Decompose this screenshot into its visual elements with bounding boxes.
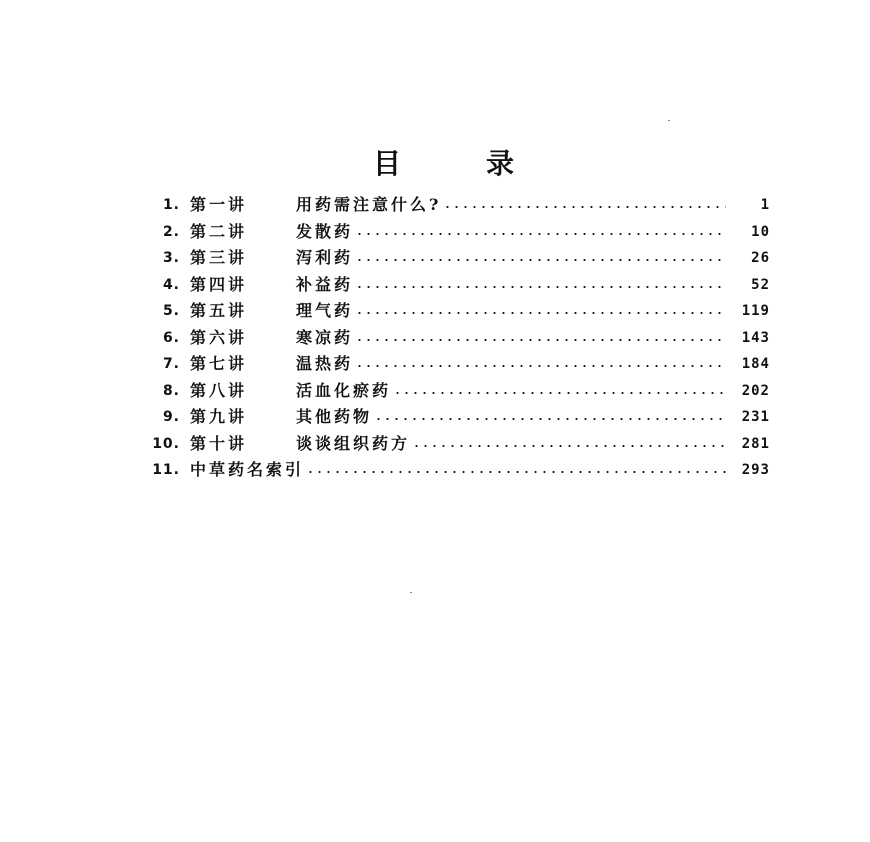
- toc-entry: [130, 298, 770, 325]
- entry-number: 4.: [162, 276, 180, 293]
- entry-number: 9.: [162, 409, 180, 425]
- toc-entry: [130, 431, 770, 458]
- entry-number: 1.: [162, 197, 180, 213]
- entry-number: 3.: [162, 250, 180, 266]
- toc-entry: [130, 351, 770, 378]
- toc-entry: [130, 245, 770, 272]
- entry-page: 231: [741, 409, 770, 425]
- entry-lecture: 第八讲: [190, 380, 248, 400]
- toc-entry: [130, 457, 770, 484]
- entry-line: [190, 457, 728, 483]
- entry-line: [296, 325, 728, 351]
- dot-leader: [393, 392, 726, 394]
- entry-page: 293: [741, 462, 770, 478]
- entry-lecture: 第二讲: [190, 221, 248, 241]
- dot-leader: [355, 312, 726, 314]
- dot-leader: [355, 259, 726, 261]
- entry-title: 用药需注意什么?: [296, 195, 442, 214]
- entry-page: 52: [751, 276, 770, 293]
- entry-title: 其他药物: [296, 407, 373, 426]
- dot-leader: [355, 286, 726, 288]
- dot-leader: [355, 339, 726, 341]
- entry-lecture: 第五讲: [190, 301, 248, 320]
- toc-entry: [130, 272, 770, 299]
- entry-title: 活血化瘀药: [296, 380, 392, 400]
- entry-number: 5.: [162, 303, 180, 319]
- entry-number: 10.: [152, 435, 180, 452]
- entry-page: 1: [760, 197, 770, 213]
- entry-number: 6.: [162, 329, 180, 346]
- title-char-1: 目: [373, 147, 404, 180]
- entry-line: [296, 298, 728, 324]
- entry-page: 143: [741, 329, 770, 346]
- entry-title: 理气药: [296, 301, 354, 320]
- entry-lecture: 第九讲: [190, 407, 248, 426]
- entry-title: 补益药: [296, 274, 354, 294]
- dot-leader: [306, 471, 726, 473]
- entry-lecture: 第十讲: [190, 433, 248, 453]
- entry-line: [296, 351, 728, 377]
- scan-speck: [668, 120, 670, 121]
- entry-page: 26: [751, 250, 770, 266]
- toc-entry: [130, 378, 770, 405]
- title-char-2: 录: [486, 147, 517, 180]
- entry-number: 8.: [162, 382, 180, 399]
- entry-lecture: 第三讲: [190, 248, 248, 267]
- toc-entry: [130, 219, 770, 246]
- entry-lecture: 第七讲: [190, 354, 248, 373]
- entry-lecture: 第六讲: [190, 327, 248, 347]
- entry-page: 184: [741, 356, 770, 372]
- entry-line: [296, 404, 728, 430]
- entry-page: 10: [751, 223, 770, 240]
- dot-leader: [412, 445, 726, 447]
- entry-lecture: 第一讲: [190, 195, 248, 214]
- entry-line: [296, 245, 728, 271]
- dot-leader: [374, 418, 726, 420]
- entry-number: 2.: [162, 223, 180, 240]
- entry-page: 202: [741, 382, 770, 399]
- entry-page: 281: [741, 435, 770, 452]
- entry-title: 发散药: [296, 221, 354, 241]
- entry-title: 泻利药: [296, 248, 354, 267]
- dot-leader: [443, 206, 726, 208]
- entry-title: 寒凉药: [296, 327, 354, 347]
- entry-number: 7.: [162, 356, 180, 372]
- table-of-contents: [130, 192, 770, 484]
- entry-lecture: 第四讲: [190, 274, 248, 294]
- toc-entry: [130, 325, 770, 352]
- scan-speck: [410, 592, 412, 593]
- entry-page: 119: [741, 303, 770, 319]
- entry-line: [296, 431, 728, 457]
- entry-title: 中草药名索引: [190, 460, 305, 479]
- dot-leader: [355, 365, 726, 367]
- toc-entry: [130, 404, 770, 431]
- entry-number: 11.: [152, 462, 180, 478]
- entry-line: [296, 272, 728, 298]
- toc-entry: [130, 192, 770, 219]
- entry-title: 温热药: [296, 354, 354, 373]
- entry-title: 谈谈组织药方: [296, 433, 411, 453]
- entry-line: [296, 192, 728, 218]
- entry-line: [296, 219, 728, 245]
- entry-line: [296, 378, 728, 404]
- dot-leader: [355, 233, 726, 235]
